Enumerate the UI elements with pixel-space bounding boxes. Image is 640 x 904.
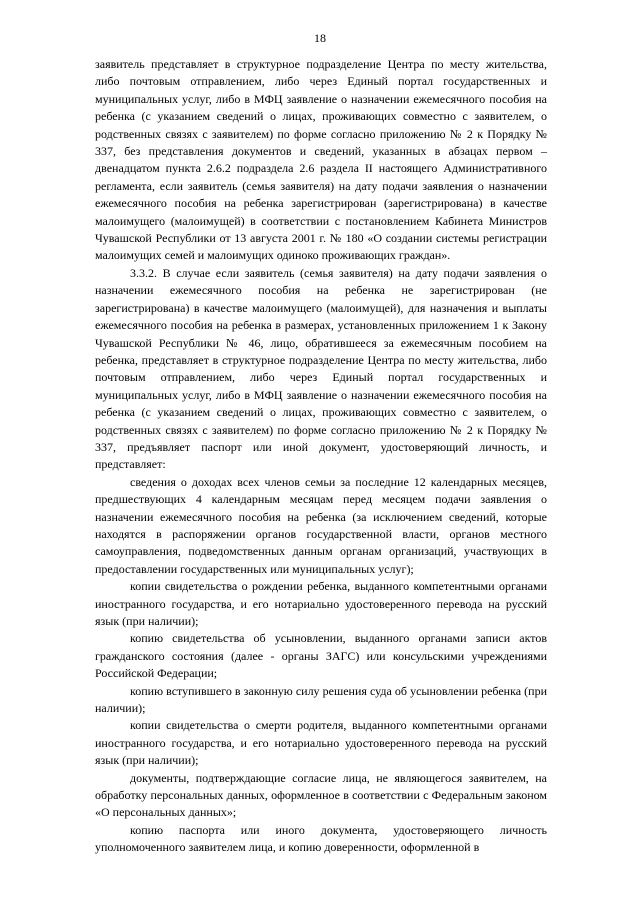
paragraph-2: 3.3.2. В случае если заявитель (семья заявителя) на дату подачи заявления о назначении ежемесячного пособия на ребенка не зарегистрирован (не зарегистрирована) в качестве малоимущего (малоимущей), для назначения и выплаты ежемесячного пособия на ребенка в размерах, установленных приложением 1 к Закону Чувашской Республики № 46, лицо, обратившееся за ежемесячным пособием на ребенка, представляет в структурное подразделение Центра по месту жительства, либо почтовым отправлением, либо через Единый портал государственных и муниципальных услуг, либо в МФЦ заявление о назначении ежемесячного пособия на ребенка (с указанием сведений о лицах, проживающих совместно с заявителем, о родственных связях с заявителем) по форме согласно приложению № 2 к Порядку № 337, предъявляет паспорт или иной документ, удостоверяющий личность, и представляет: bbox=[95, 265, 547, 472]
paragraph-1: заявитель представляет в структурное подразделение Центра по месту жительства, либо почтовым отправлением, либо через Единый портал государственных и муниципальных услуг, либо в МФЦ заявление о назначении ежемесячного пособия на ребенка (с указанием сведений о лицах, проживающих совместно с заявителем, о родственных связях с заявителем) по форме согласно приложению № 2 к Порядку № 337, без представления документов и сведений, указанных в абзацах первом – двенадцатом пункта 2.6.2 подраздела 2.6 раздела II настоящего Административного регламента, если заявитель (семья заявителя) на дату подачи заявления о назначении ежемесячного пособия на ребенка зарегистрирован (зарегистрирована) в качестве малоимущего (малоимущей) в соответствии с постановлением Кабинета Министров Чувашской Республики от 13 августа 2001 г. № 180 «О создании системы регистрации малоимущих семей и малоимущих одиноко проживающих граждан». bbox=[95, 57, 547, 263]
paragraph-4: копии свидетельства о рождении ребенка, выданного компетентными органами иностранного государства, и его нотариально удостоверенного перевода на русский язык (при наличии); bbox=[95, 579, 547, 628]
paragraph-8: документы, подтверждающие согласие лица, не являющегося заявителем, на обработку персональных данных, оформленное в соответствии с Федеральным законом «О персональных данных»; bbox=[95, 770, 547, 820]
page-number: 18 bbox=[314, 31, 326, 45]
paragraph-9: копию паспорта или иного документа, удостоверяющего личность уполномоченного заявителем лица, и копию доверенности, оформленной в bbox=[95, 822, 547, 855]
document-body bbox=[95, 56, 547, 857]
paragraph-3: сведения о доходах всех членов семьи за последние 12 календарных месяцев, предшествующих 4 календарным месяцам перед месяцем подачи заявления о назначении ежемесячного пособия на ребенка (за исключением сведений, которые находятся в распоряжении органов государственной власти, органов местного самоуправления, подведомственных данным органам организаций, участвующих в предоставлении государственных или муниципальных услуг); bbox=[95, 474, 547, 576]
paragraph-5: копию свидетельства об усыновлении, выданного органами записи актов гражданского состояния (далее - органы ЗАГС) или консульскими учреждениями Российской Федерации; bbox=[95, 631, 547, 681]
paragraph-6: копию вступившего в законную силу решения суда об усыновлении ребенка (при наличии); bbox=[95, 683, 547, 716]
paragraph-7: копии свидетельства о смерти родителя, выданного компетентными органами иностранного государства, и его нотариально удостоверенного перевода на русский язык (при наличии); bbox=[95, 718, 547, 768]
